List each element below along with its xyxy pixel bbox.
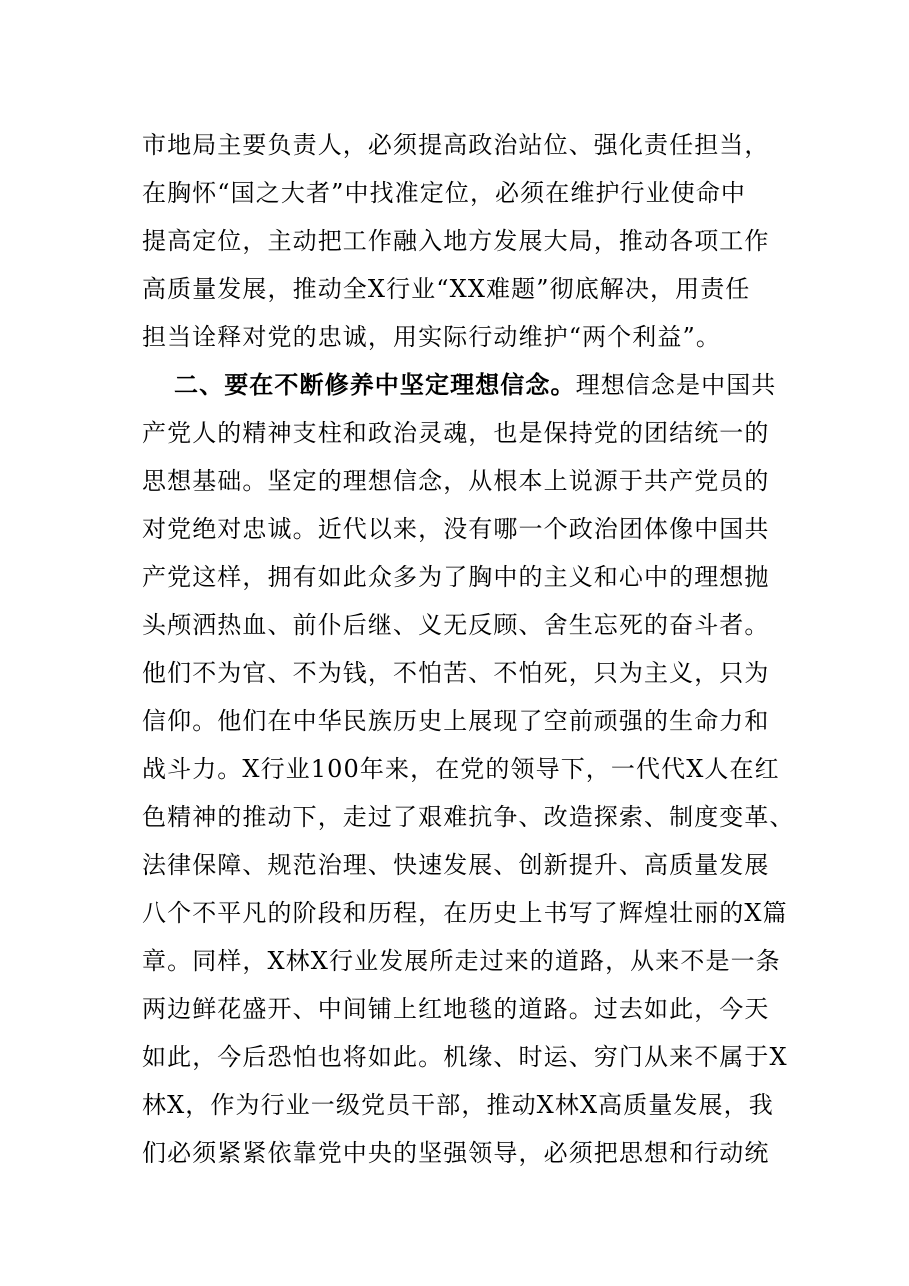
- body-text-line: 们必须紧紧依靠党中央的坚强领导，必须把思想和行动统: [142, 1139, 770, 1167]
- body-text-line: 他们不为官、不为钱，不怕苦、不怕死，只为主义，只为: [142, 659, 770, 687]
- body-text-line: 市地局主要负责人，必须提高政治站位、强化责任担当，: [142, 131, 770, 159]
- body-text-line: 信仰。他们在中华民族历史上展现了空前顽强的生命力和: [142, 707, 770, 735]
- body-text-line: 思想基础。坚定的理想信念，从根本上说源于共产党员的: [142, 467, 770, 495]
- body-text-line: 章。同样，X林X行业发展所走过来的道路，从来不是一条: [142, 947, 781, 975]
- body-text-line: 法律保障、规范治理、快速发展、创新提升、高质量发展: [142, 851, 770, 879]
- body-text-line: 产党人的精神支柱和政治灵魂，也是保持党的团结统一的: [142, 419, 770, 447]
- body-text-line: 高质量发展，推动全X行业“XX难题”彻底解决，用责任: [142, 275, 751, 303]
- body-text-line: 对党绝对忠诚。近代以来，没有哪一个政治团体像中国共: [142, 515, 770, 543]
- body-text-line: 战斗力。X行业100年来，在党的领导下，一代代X人在红: [142, 755, 780, 783]
- body-text-line: 产党这样，拥有如此众多为了胸中的主义和心中的理想抛: [142, 563, 770, 591]
- body-text-line: 担当诠释对党的忠诚，用实际行动维护“两个利益”。: [142, 323, 721, 351]
- section-heading: 二、要在不断修养中坚定理想信念。: [174, 370, 576, 399]
- body-text-line: 两边鲜花盛开、中间铺上红地毯的道路。过去如此，今天: [142, 995, 770, 1023]
- body-text-line: 八个不平凡的阶段和历程，在历史上书写了辉煌壮丽的X篇: [142, 899, 788, 927]
- body-text-line: 在胸怀“国之大者”中找准定位，必须在维护行业使命中: [142, 179, 747, 207]
- body-text-line: 如此，今后恐怕也将如此。机缘、时运、穷门从来不属于X: [142, 1043, 788, 1071]
- body-text-line: 提高定位，主动把工作融入地方发展大局，推动各项工作: [142, 227, 770, 255]
- body-text-line: 林X，作为行业一级党员干部，推动X林X高质量发展，我: [142, 1091, 774, 1119]
- body-text-inline: 理想信念是中国共: [575, 371, 777, 399]
- section-paragraph-first-line: [174, 370, 784, 400]
- body-text-line: 色精神的推动下，走过了艰难抗争、改造探索、制度变革、: [142, 803, 795, 831]
- body-text-line: 头颅洒热血、前仆后继、义无反顾、舍生忘死的奋斗者。: [142, 611, 770, 639]
